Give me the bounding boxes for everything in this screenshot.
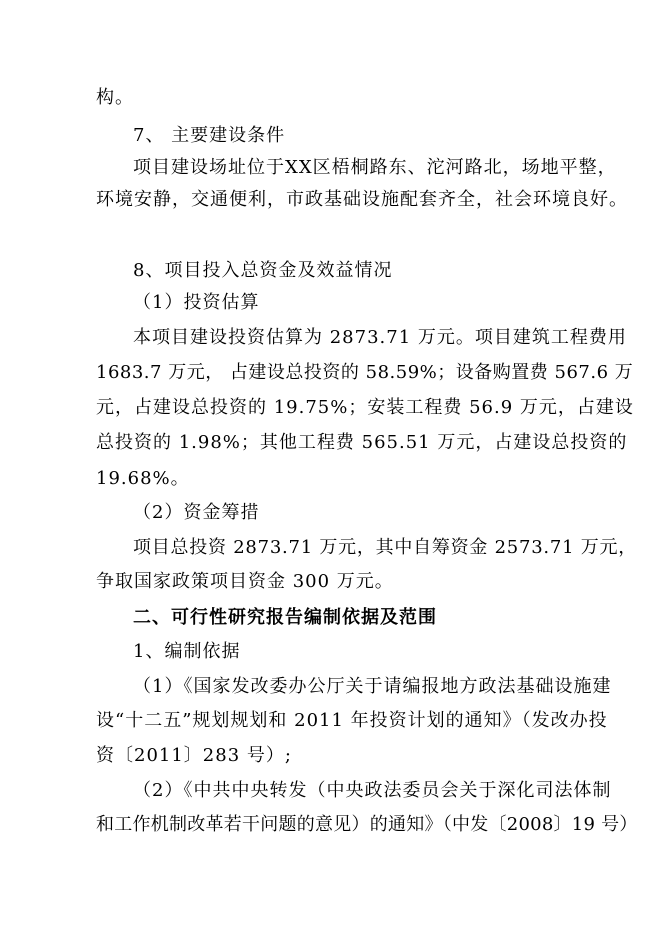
text-line: 19.68%。 [96, 468, 190, 489]
text-line: （1）《国家发改委办公厅关于请编报地方政法基础设施建 [133, 676, 612, 697]
chapter-heading: 二、可行性研究报告编制依据及范围 [133, 607, 437, 628]
text-line: 项目总投资 2873.71 万元，其中自筹资金 2573.71 万元， [133, 537, 638, 558]
text-line: 元，占建设总投资的 19.75%；安装工程费 56.9 万元，占建设 [96, 397, 634, 418]
text-line: 和工作机制改革若干问题的意见）的通知》（中发〔2008〕19 号） [96, 814, 638, 835]
text-line: 争取国家政策项目资金 300 万元。 [96, 571, 394, 592]
text-line: 1683.7 万元， 占建设总投资的 58.59%；设备购置费 567.6 万 [96, 362, 634, 383]
text-line: 设“十二五”规划规划和 2011 年投资计划的通知》（发改办投 [96, 710, 608, 731]
text-line: 环境安静，交通便利，市政基础设施配套齐全，社会环境良好。 [96, 189, 628, 210]
text-line: 项目建设场址位于XX区梧桐路东、沱河路北，场地平整， [133, 157, 617, 178]
text-line: 总投资的 1.98%；其他工程费 565.51 万元，占建设总投资的 [96, 432, 628, 453]
section-heading: 7、 主要建设条件 [133, 125, 286, 146]
section-heading: 8、项目投入总资金及效益情况 [133, 260, 393, 281]
text-line: 构。 [96, 87, 134, 108]
subsection-heading: （2）资金筹措 [133, 502, 260, 523]
text-line: 本项目建设投资估算为 2873.71 万元。项目建筑工程费用 [133, 327, 627, 348]
text-line: （2）《中共中央转发（中央政法委员会关于深化司法体制 [133, 780, 612, 801]
text-line: 资〔2011〕283 号）; [96, 745, 292, 766]
subsection-heading: （1）投资估算 [133, 292, 260, 313]
section-heading: 1、编制依据 [133, 641, 241, 662]
